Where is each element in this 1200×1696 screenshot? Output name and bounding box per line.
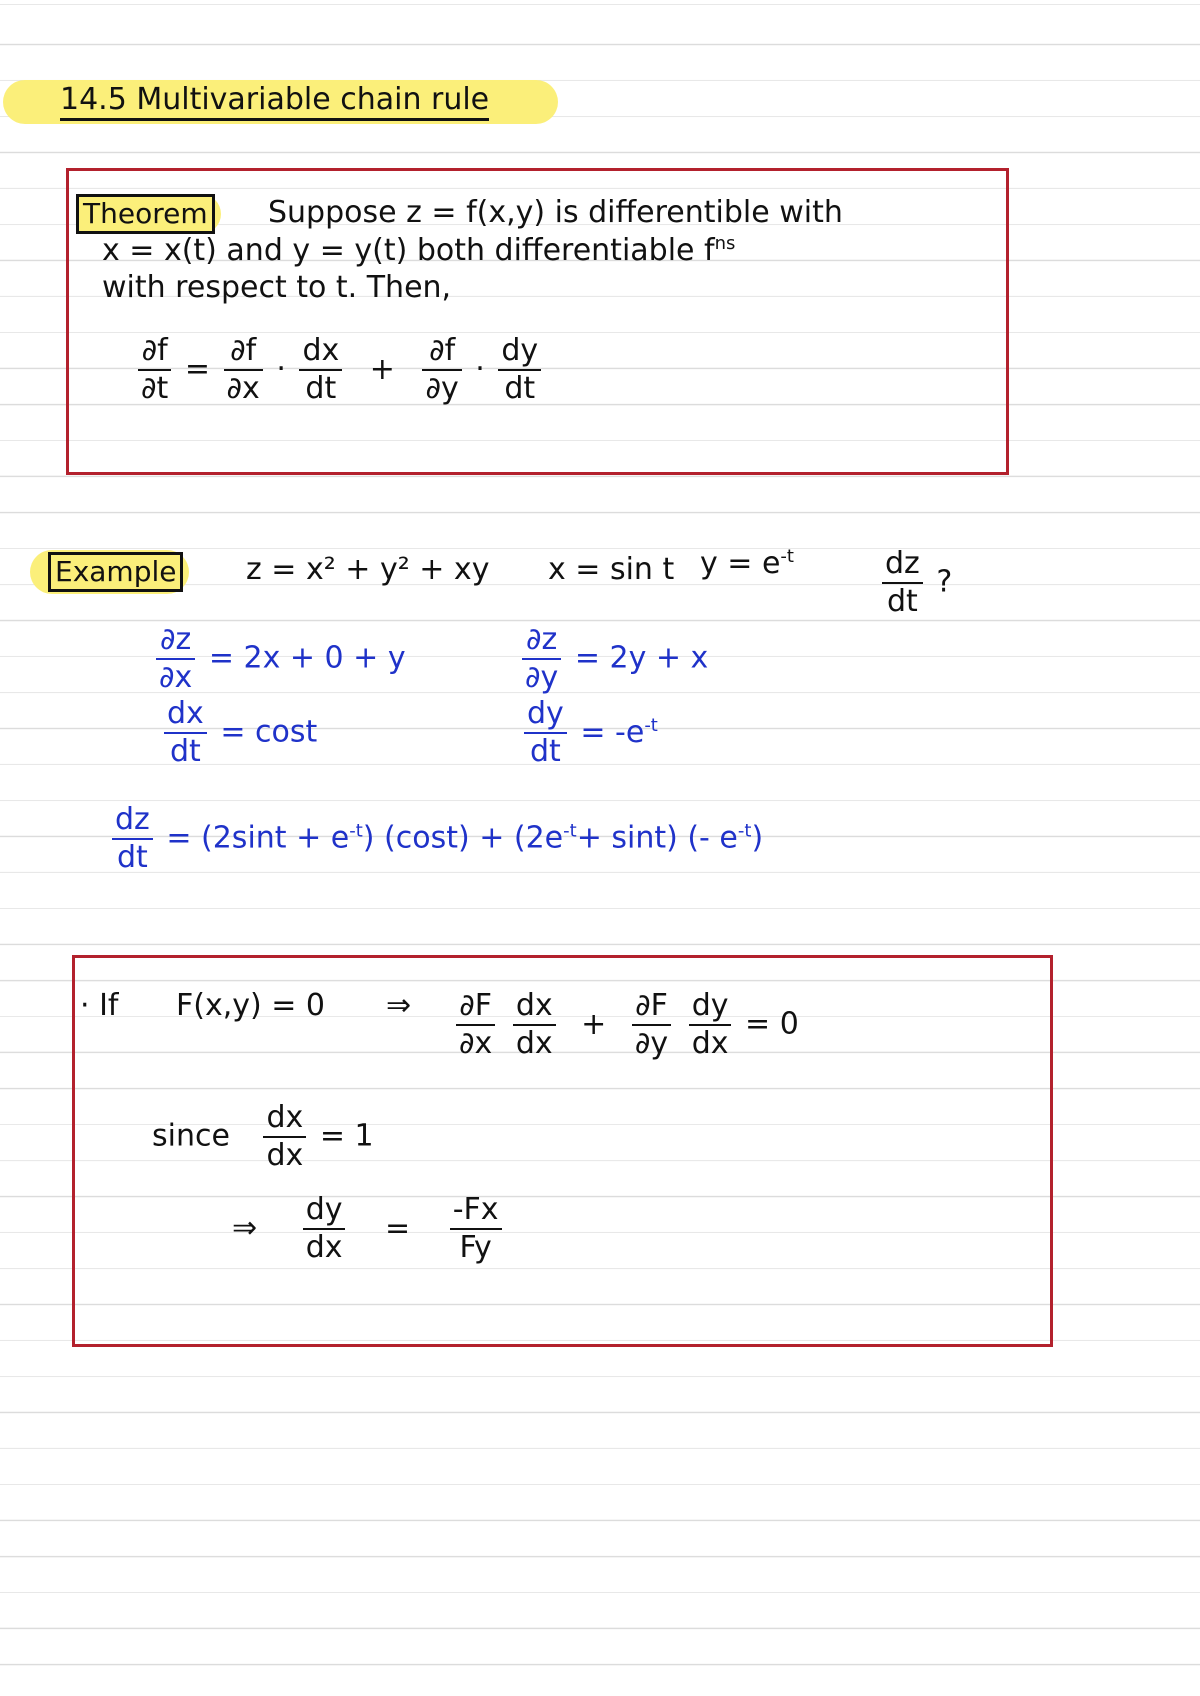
dx-dt (160, 696, 317, 770)
final-fraction (112, 802, 153, 876)
example-label: Example (48, 552, 183, 592)
since-line (152, 1100, 374, 1174)
partial-z-y-rhs: = 2y + x (574, 640, 709, 676)
dy-dt-rhs (580, 715, 658, 750)
formula-term1-num: ∂f (224, 333, 263, 371)
implicit-equation (452, 988, 799, 1062)
formula-term4-den: dt (504, 371, 536, 406)
formula-term2-num: dx (299, 333, 342, 371)
implicit-c-den: ∂y (634, 1026, 669, 1061)
theorem-line-2-sup: ns (714, 233, 736, 254)
implicit-d-num: dy (689, 988, 732, 1026)
implicit-c-num: ∂F (632, 988, 671, 1026)
page-title (60, 82, 489, 121)
partial-z-y-num: ∂z (522, 622, 561, 660)
dy-dt-rhs-base: = -e (580, 714, 645, 750)
formula-term3 (422, 333, 461, 407)
implicit-c (632, 988, 671, 1062)
example-y-definition (700, 546, 794, 581)
formula-lhs-fraction (138, 333, 171, 407)
result-equals: = (385, 1210, 411, 1246)
result-right-den: Fy (459, 1230, 492, 1265)
result-right-num: -Fx (450, 1192, 502, 1230)
partial-z-x (152, 622, 406, 696)
formula-plus: + (369, 351, 395, 387)
result-right-fraction (450, 1192, 502, 1266)
since-num: dx (263, 1100, 306, 1138)
implicit-d (689, 988, 732, 1062)
implicit-b-num: dx (513, 988, 556, 1026)
result-arrow: ⇒ (232, 1210, 258, 1246)
final-part-2: ) (cost) + (2e (362, 820, 564, 856)
final-num: dz (112, 802, 153, 840)
page-title-text: 14.5 Multivariable chain rule (60, 82, 490, 117)
result-line (232, 1192, 506, 1266)
example-tag (30, 550, 189, 594)
formula-term1-den: ∂x (226, 371, 260, 406)
example-y-base: y = e (700, 546, 781, 581)
result-left-num: dy (303, 1192, 346, 1230)
result-left-fraction (303, 1192, 346, 1266)
formula-term3-den: ∂y (425, 371, 459, 406)
dx-dt-num: dx (164, 696, 207, 734)
partial-z-y-fraction (522, 622, 561, 696)
theorem-line-2-text: x = x(t) and y = y(t) both differentiable f (102, 233, 715, 268)
example-tag-highlight (30, 550, 189, 594)
final-sup-2: -t (563, 820, 577, 842)
implicit-a-num: ∂F (456, 988, 495, 1026)
formula-dot-1: · (276, 351, 286, 387)
implicit-b (513, 988, 556, 1062)
final-derivative (108, 802, 763, 876)
dx-dt-fraction (164, 696, 207, 770)
formula-term4 (498, 333, 541, 407)
partial-z-x-den: ∂x (159, 660, 193, 695)
formula-term3-num: ∂f (422, 333, 461, 371)
implicit-a-den: ∂x (459, 1026, 493, 1061)
question-mark: ? (936, 564, 953, 600)
question-num: dz (882, 546, 923, 584)
formula-lhs-num: ∂f (138, 333, 171, 371)
implicit-arrow: ⇒ (386, 988, 412, 1023)
partial-z-y (518, 622, 708, 696)
theorem-tag-highlight (76, 194, 221, 234)
implicit-b-den: dx (515, 1026, 553, 1061)
formula-term2-den: dt (305, 371, 337, 406)
dy-dt (520, 696, 658, 770)
formula-lhs-den: ∂t (141, 371, 169, 406)
final-sup-3: -t (737, 820, 752, 842)
final-sup-1: -t (349, 820, 363, 842)
theorem-line-2 (102, 233, 735, 268)
formula-term4-num: dy (498, 333, 541, 371)
implicit-a (456, 988, 495, 1062)
final-part-3: + sint) (- e (576, 820, 738, 856)
partial-z-x-num: ∂z (156, 622, 195, 660)
dy-dt-rhs-sup: -t (644, 714, 658, 736)
theorem-label: Theorem (76, 194, 215, 234)
partial-z-x-rhs: = 2x + 0 + y (208, 640, 406, 676)
dy-dt-fraction (524, 696, 567, 770)
since-den: dx (266, 1138, 304, 1173)
example-y-sup: -t (780, 546, 794, 567)
theorem-tag (76, 194, 221, 234)
result-left-den: dx (305, 1230, 343, 1265)
partial-z-y-den: ∂y (525, 660, 559, 695)
theorem-formula (134, 333, 545, 407)
since-fraction (263, 1100, 306, 1174)
formula-term2 (299, 333, 342, 407)
formula-equals: = (184, 351, 210, 387)
formula-dot-2: · (475, 351, 485, 387)
final-den: dt (116, 840, 148, 875)
example-z-definition: z = x² + y² + xy (246, 552, 490, 587)
since-rhs: = 1 (319, 1118, 374, 1154)
example-x-definition: x = sin t (548, 552, 675, 587)
example-question (878, 546, 952, 620)
partial-z-x-fraction (156, 622, 195, 696)
implicit-eq0: = 0 (745, 1006, 799, 1042)
final-part-4: ) (751, 820, 764, 856)
formula-term1 (224, 333, 263, 407)
implicit-condition: F(x,y) = 0 (176, 988, 326, 1023)
dx-dt-rhs: = cost (220, 714, 318, 750)
final-part-1: = (2sint + e (166, 820, 350, 856)
dy-dt-num: dy (524, 696, 567, 734)
since-word: since (152, 1118, 230, 1154)
question-fraction (882, 546, 923, 620)
implicit-plus: + (581, 1006, 607, 1042)
question-den: dt (886, 584, 918, 619)
dx-dt-den: dt (169, 734, 201, 769)
theorem-line-1: Suppose z = f(x,y) is differentible with (268, 195, 843, 230)
implicit-if: · If (80, 988, 119, 1023)
dy-dt-den: dt (529, 734, 561, 769)
implicit-d-den: dx (691, 1026, 729, 1061)
theorem-line-3: with respect to t. Then, (102, 270, 452, 305)
